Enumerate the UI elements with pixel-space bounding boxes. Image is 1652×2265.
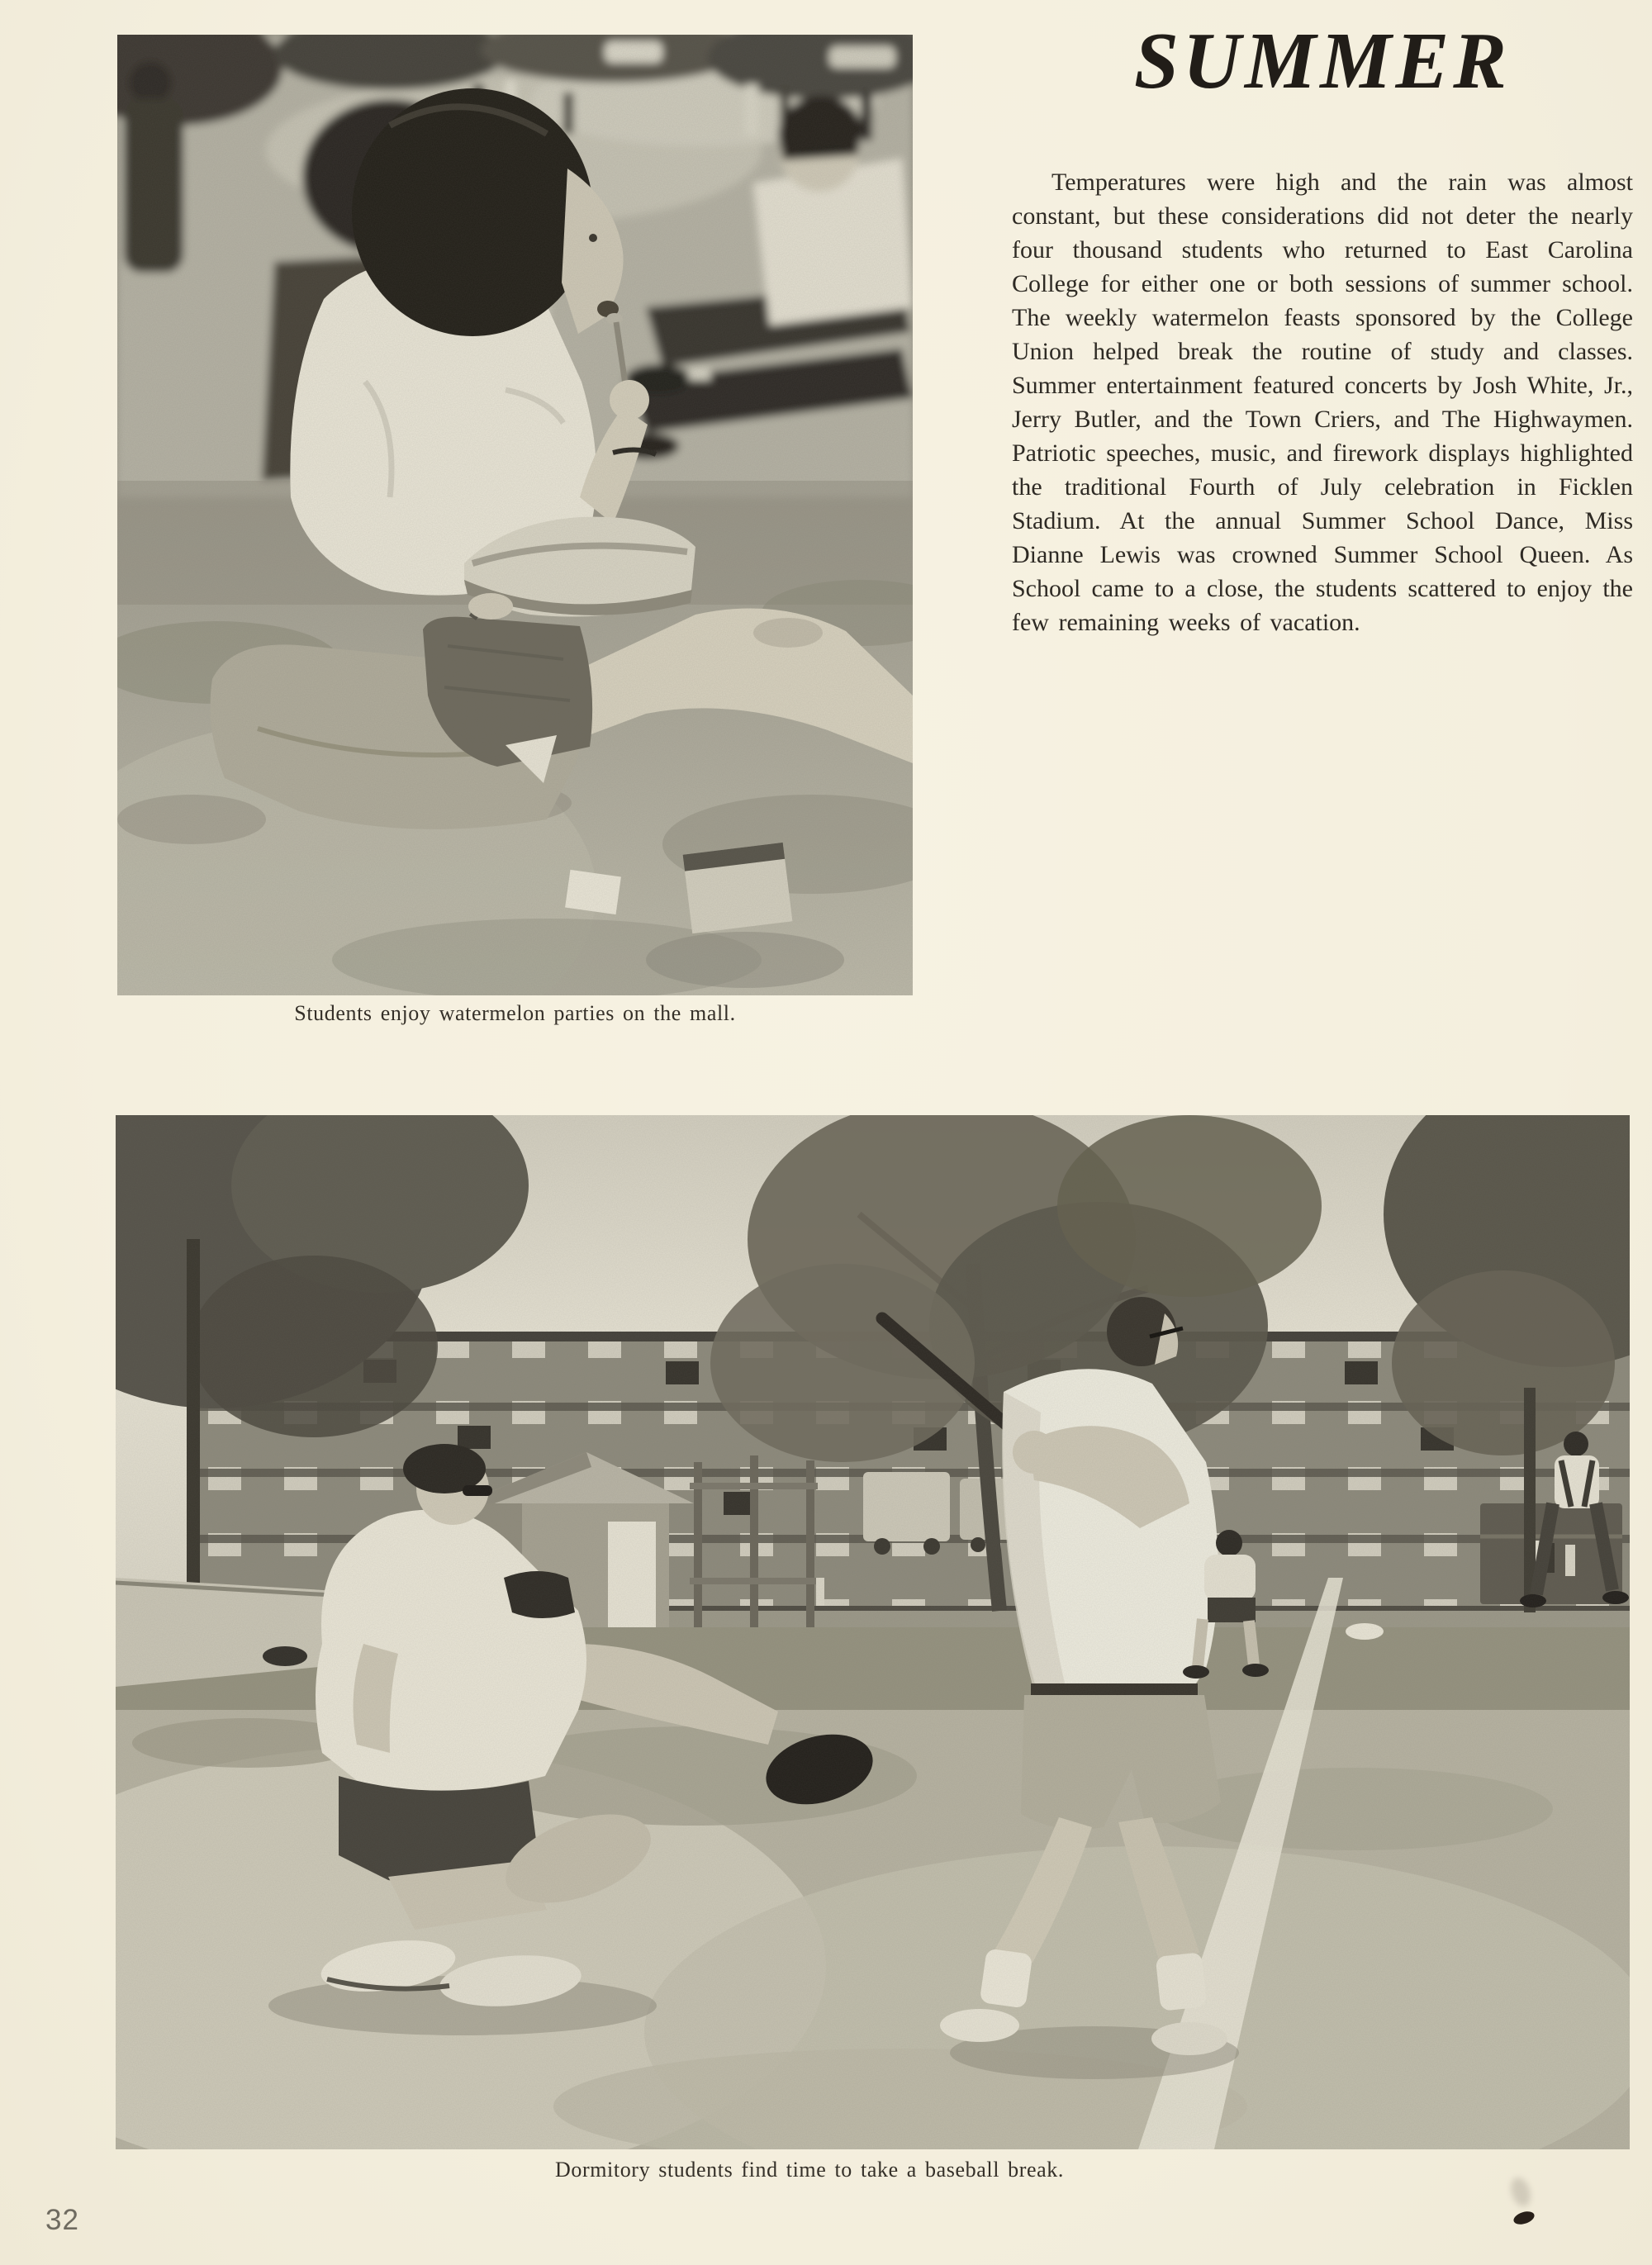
film-grain	[117, 35, 913, 995]
ink-smudge	[1512, 2209, 1536, 2226]
page-title: SUMMER	[1134, 17, 1511, 105]
baseball-photo-caption: Dormitory students find time to take a baseball break.	[555, 2158, 1064, 2182]
watermelon-photo-caption: Students enjoy watermelon parties on the mall.	[294, 1001, 736, 1025]
baseball-photo	[116, 1115, 1630, 2149]
page-number: 32	[45, 2204, 79, 2236]
watermelon-photo	[117, 35, 913, 995]
summer-paragraph: Temperatures were high and the rain was almost constant, but these considerations did not deter the nearly four thousand students who returned to East Carolina College for either one or both sessions of summer school. The weekly watermelon feasts sponsored by the College Union helped break the routine of study and classes. Summer entertainment featured concerts by Josh White, Jr., Jerry Butler, and the Town Criers, and The Highwaymen. Patriotic speeches, music, and firework displays highlighted the traditional Fourth of July celebration in Ficklen Stadium. At the annual Summer School Dance, Miss Dianne Lewis was crowned Summer School Queen. As School came to a close, the students scattered to enjoy the few remaining weeks of vacation.	[1012, 169, 1633, 636]
baseball-photo-illustration	[116, 1115, 1630, 2149]
watermelon-photo-illustration	[117, 35, 913, 995]
film-grain	[116, 1115, 1630, 2149]
